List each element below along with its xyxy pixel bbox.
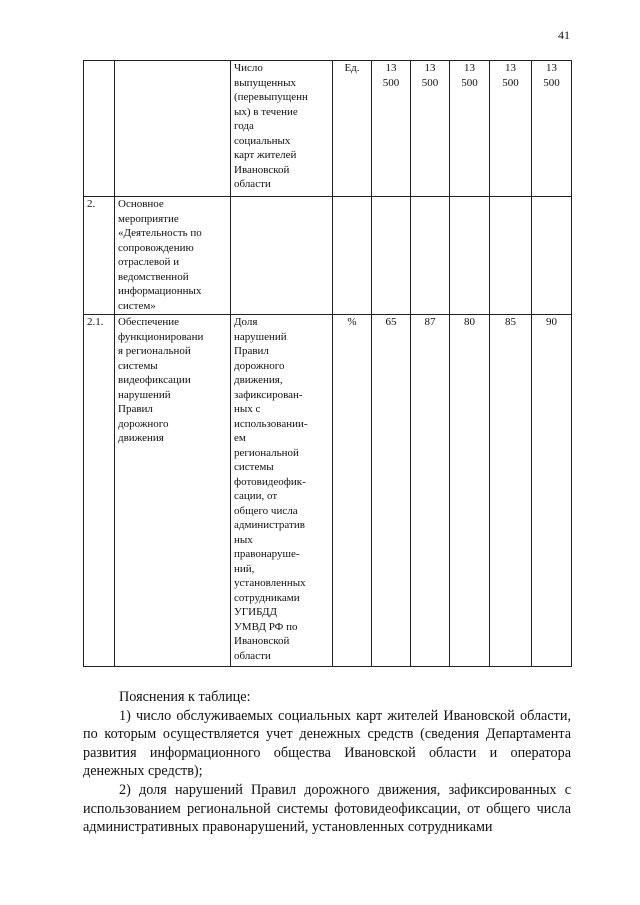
indicator-line: Ивановской xyxy=(234,163,290,176)
indicator-line: социальных xyxy=(234,134,291,147)
indicator-cell xyxy=(231,61,333,197)
value-cell xyxy=(411,61,450,197)
activity-name-line: сопровождению xyxy=(118,241,194,254)
note-item-1: 1) число обслуживаемых социальных карт жителей Ивановской области, по которым осуществляется учет денежных средств (сведения Департамента развития информационного общества Ивановской области и оператора денежных средств); xyxy=(83,707,571,780)
indicator-line: нарушений xyxy=(234,330,287,343)
indicator-line: ных xyxy=(234,533,253,546)
activity-name-cell xyxy=(115,61,231,197)
indicator-line: ых) в течение xyxy=(234,105,298,118)
unit-cell xyxy=(333,61,372,197)
activity-name-cell xyxy=(115,197,231,315)
value-part: 13 xyxy=(505,62,516,74)
table-row xyxy=(84,315,572,667)
table-notes xyxy=(83,688,571,837)
indicator-line: года xyxy=(234,120,254,132)
indicator-line: фотовидеофик- xyxy=(234,475,306,488)
value-cell xyxy=(411,197,450,315)
activity-name-line: функционировани xyxy=(118,330,204,343)
value-cell xyxy=(450,197,490,315)
indicator-line: (перевыпущенн xyxy=(234,91,308,103)
value-part: 85 xyxy=(505,316,516,328)
indicator-line: использовании- xyxy=(234,417,308,430)
page-number: 41 xyxy=(558,28,570,42)
activity-name-line: мероприятие xyxy=(118,212,179,225)
unit: Ед. xyxy=(344,62,360,74)
activity-name-line: движения xyxy=(118,432,164,444)
activity-name-line: «Деятельность по xyxy=(118,227,202,239)
value-part: 90 xyxy=(546,316,557,328)
indicator-line: ний, xyxy=(234,562,255,575)
activity-name-line: Обеспечение xyxy=(118,316,179,328)
indicator-line: правонаруше- xyxy=(234,548,300,560)
indicator-cell xyxy=(231,315,333,667)
indicator-line: карт жителей xyxy=(234,149,297,161)
indicator-line: дорожного xyxy=(234,359,285,372)
indicator-line: общего числа xyxy=(234,504,298,517)
indicator-line: установленных xyxy=(234,577,306,589)
indicator-line: Правил xyxy=(234,345,269,357)
indicator-line: ем xyxy=(234,432,246,444)
activity-name-line: отраслевой и xyxy=(118,256,180,268)
indicator-line: движения, xyxy=(234,374,283,386)
indicator-line: области xyxy=(234,178,271,190)
row-number-cell xyxy=(84,197,115,315)
indicator-line: зафиксирован- xyxy=(234,388,303,401)
activity-name-line: нарушений xyxy=(118,388,171,401)
indicator-line: системы xyxy=(234,461,274,473)
activity-name-line: ведомственной xyxy=(118,270,189,283)
notes-heading: Пояснения к таблице: xyxy=(119,689,251,705)
indicators-table xyxy=(83,60,572,667)
value-part: 80 xyxy=(464,316,475,328)
table-row xyxy=(84,61,572,197)
value-part: 500 xyxy=(461,76,478,89)
value-part: 87 xyxy=(424,316,436,328)
value-cell xyxy=(372,197,411,315)
unit-cell xyxy=(333,315,372,667)
value-cell xyxy=(372,315,411,667)
activity-name-line: системы xyxy=(118,359,158,372)
value-part: 500 xyxy=(382,76,400,89)
value-cell xyxy=(532,197,572,315)
indicator-line: Доля xyxy=(234,316,258,328)
row-number-cell xyxy=(84,61,115,197)
value-part: 13 xyxy=(464,62,475,74)
indicator-line: Число xyxy=(234,62,263,74)
value-part: 500 xyxy=(502,76,519,89)
indicator-line: сотрудниками xyxy=(234,591,300,604)
note-item-2: 2) доля нарушений Правил дорожного движения, зафиксированных с использованием региональной системы фотовидеофиксации, от общего числа административных правонарушений, установленных сотрудниками xyxy=(83,781,571,836)
value-cell xyxy=(450,61,490,197)
value-part: 13 xyxy=(424,62,436,74)
indicator-line: УГИБДД xyxy=(234,606,277,618)
value-cell xyxy=(372,61,411,197)
indicator-line: области xyxy=(234,649,271,662)
value-cell xyxy=(532,61,572,197)
row-number: 2.1. xyxy=(87,316,104,328)
value-cell xyxy=(490,315,532,667)
indicator-line: региональной xyxy=(234,446,299,459)
indicator-line: ных с xyxy=(234,403,261,415)
value-part: 13 xyxy=(385,62,397,74)
activity-name-cell xyxy=(115,315,231,667)
unit: % xyxy=(347,316,357,328)
indicator-line: сации, от xyxy=(234,490,278,502)
value-part: 13 xyxy=(546,62,557,74)
indicator-line: выпущенных xyxy=(234,76,296,89)
indicator-line: Ивановской xyxy=(234,635,290,647)
value-cell xyxy=(532,315,572,667)
activity-name-line: видеофиксации xyxy=(118,374,191,386)
activity-name-line: я региональной xyxy=(118,345,191,357)
activity-name-line: дорожного xyxy=(118,417,169,430)
unit-cell xyxy=(333,197,372,315)
indicator-line: административ xyxy=(234,519,305,531)
value-part: 500 xyxy=(543,76,560,89)
activity-name-line: систем» xyxy=(118,299,156,312)
indicator-line: УМВД РФ по xyxy=(234,620,298,633)
row-number: 2. xyxy=(87,198,96,210)
activity-name-line: Правил xyxy=(118,403,153,415)
value-cell xyxy=(490,61,532,197)
activity-name-line: Основное xyxy=(118,198,164,210)
value-part: 65 xyxy=(385,316,397,328)
indicator-cell xyxy=(231,197,333,315)
value-part: 500 xyxy=(421,76,439,89)
row-number-cell xyxy=(84,315,115,667)
value-cell xyxy=(490,197,532,315)
table-row xyxy=(84,197,572,315)
value-cell xyxy=(411,315,450,667)
activity-name-line: информационных xyxy=(118,285,202,297)
value-cell xyxy=(450,315,490,667)
